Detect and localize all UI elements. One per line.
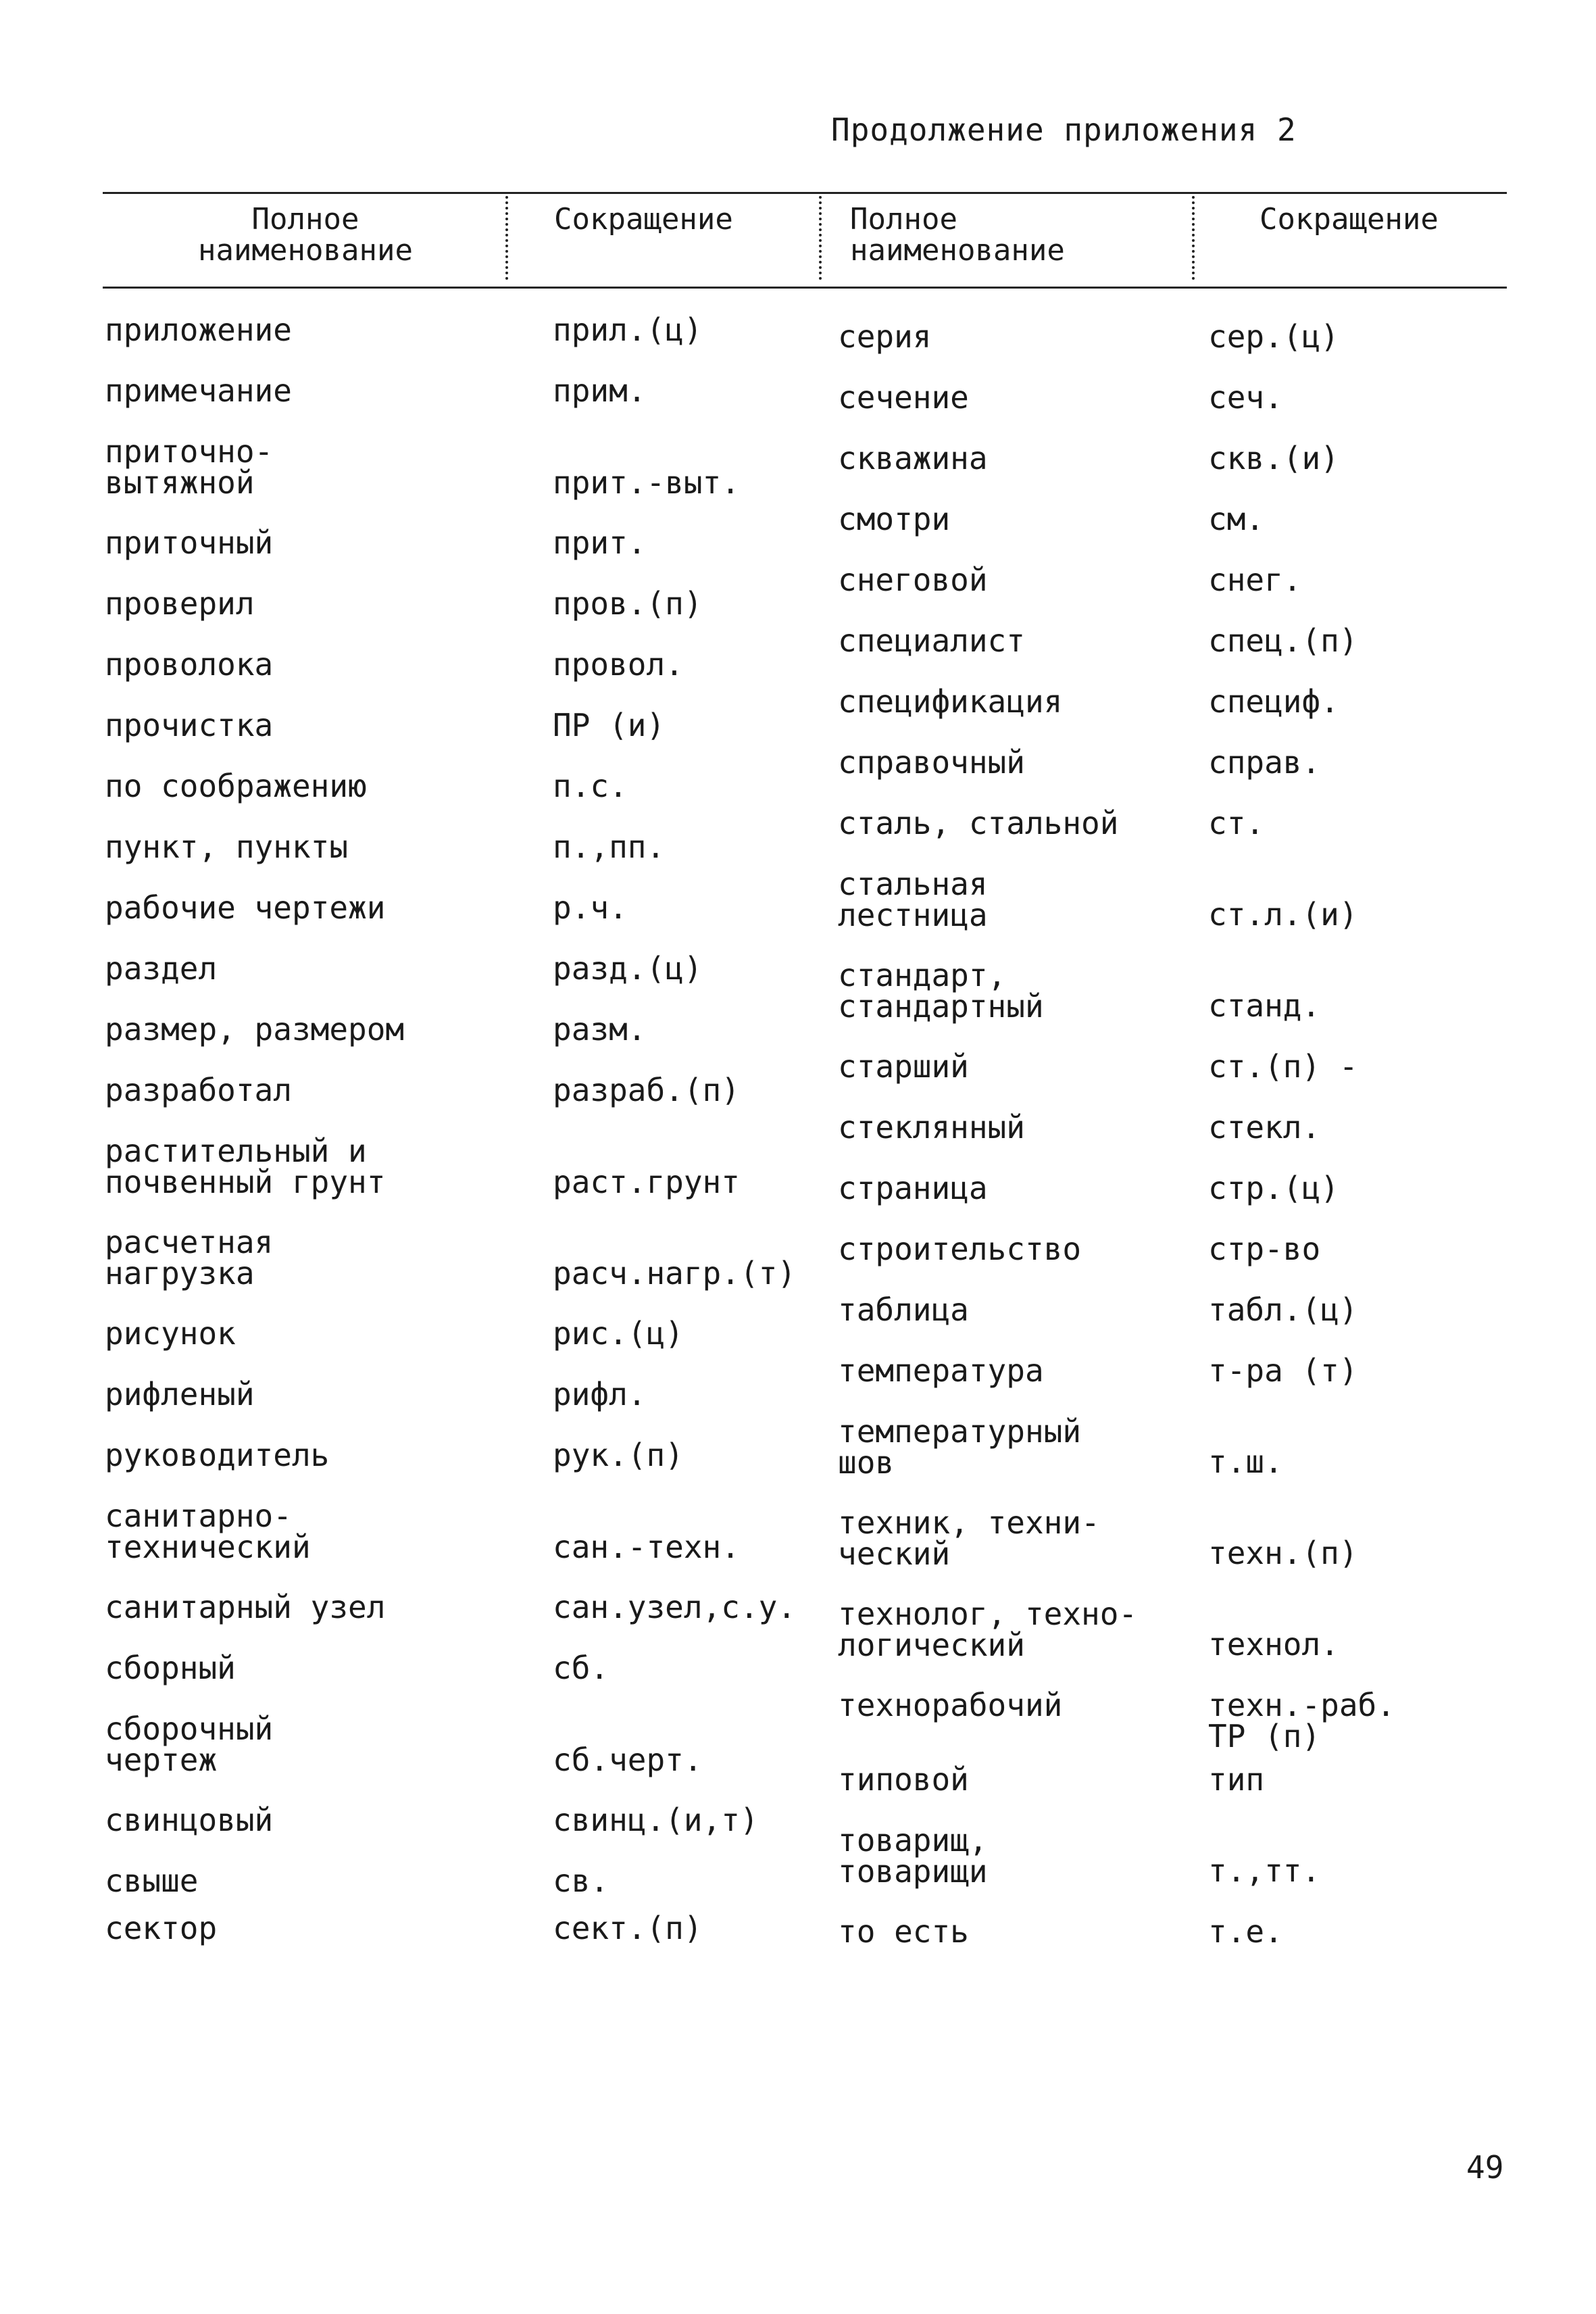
cell-line: техник, техни- <box>838 1504 1100 1541</box>
header-abbreviation-left: Сокращение <box>554 202 733 237</box>
abbreviation-cell <box>1208 1687 1395 1754</box>
cell-line: почвенный грунт <box>105 1164 386 1200</box>
cell-line: технорабочий <box>838 1687 1063 1723</box>
header-separator <box>505 196 508 280</box>
cell-line: сборный <box>105 1650 236 1686</box>
cell-line: ТР (п) <box>1208 1718 1321 1754</box>
cell-line: ст.(п) - <box>1208 1048 1358 1085</box>
header-full-name-left <box>103 204 508 266</box>
cell-line: стекл. <box>1208 1109 1321 1146</box>
abbreviation-cell: разм. <box>553 1011 647 1048</box>
cell-line: сеч. <box>1208 379 1283 416</box>
full-name-cell <box>838 1596 1138 1663</box>
full-name-cell <box>838 379 969 416</box>
abbreviation-cell <box>1208 683 1339 720</box>
abbreviation-cell <box>1208 503 1264 535</box>
full-name-cell <box>105 1804 273 1836</box>
cell-line: снеговой <box>838 562 988 598</box>
header-separator <box>1192 196 1195 280</box>
cell-line: смотри <box>838 501 951 537</box>
cell-line: шов <box>838 1444 895 1481</box>
full-name-cell <box>838 805 1119 841</box>
cell-line: приточный <box>105 524 274 561</box>
full-name-cell <box>105 829 349 865</box>
abbreviation-cell: сан.узел,с.у. <box>553 1589 797 1625</box>
abbreviation-cell: сан.-техн. <box>553 1529 740 1565</box>
page-number: 49 <box>1466 2149 1504 2186</box>
full-name-cell <box>838 562 988 598</box>
cell-line: спец.(п) <box>1208 622 1358 659</box>
full-name-cell <box>105 1650 236 1686</box>
abbreviation-cell <box>1208 1626 1339 1663</box>
cell-line: техн.(п) <box>1208 1535 1358 1571</box>
full-name-cell <box>838 868 988 931</box>
cell-line: специалист <box>838 622 1025 659</box>
header-abbreviation-right: Сокращение <box>1260 202 1439 237</box>
cell-line: ческий <box>838 1535 951 1572</box>
abbreviation-cell: прит.-выт. <box>553 464 740 501</box>
cell-line: проверил <box>105 585 255 622</box>
full-name-cell <box>105 1376 255 1412</box>
abbreviation-cell: п.,пп. <box>553 829 666 865</box>
full-name-cell <box>105 1710 274 1778</box>
full-name-cell <box>838 683 1063 720</box>
cell-line: примечание <box>105 372 292 409</box>
cell-line: техн.-раб. <box>1208 1687 1395 1723</box>
abbreviation-cell <box>1208 1352 1358 1389</box>
abbreviation-cell: расч.нагр.(т) <box>553 1255 797 1291</box>
full-name-cell <box>105 889 386 926</box>
full-name-cell <box>105 1439 329 1471</box>
cell-line: т-ра (т) <box>1208 1352 1358 1389</box>
full-name-cell <box>838 622 1025 659</box>
cell-line: технол. <box>1208 1626 1339 1663</box>
full-name-cell <box>105 1498 311 1565</box>
cell-line: строительство <box>838 1231 1082 1267</box>
cell-line: чертеж <box>105 1742 218 1778</box>
full-name-cell <box>105 1589 386 1625</box>
abbreviation-cell <box>1208 1170 1339 1206</box>
abbreviation-cell <box>1208 1913 1283 1950</box>
cell-line: т.,тт. <box>1208 1852 1321 1889</box>
cell-line: тип <box>1208 1761 1265 1798</box>
cell-line: сечение <box>838 379 969 416</box>
abbreviation-cell: сб.черт. <box>553 1742 703 1778</box>
table-top-rule <box>103 192 1507 194</box>
cell-line: растительный и <box>105 1133 367 1169</box>
abbreviation-cell: разд.(ц) <box>553 950 703 987</box>
abbreviation-cell: рук.(п) <box>553 1437 684 1473</box>
cell-line: сектор <box>105 1910 218 1946</box>
cell-line: стеклянный <box>838 1109 1025 1146</box>
full-name-cell <box>105 585 255 622</box>
cell-line: рисунок <box>105 1315 236 1352</box>
cell-line: скв.(и) <box>1208 440 1339 476</box>
cell-line: вытяжной <box>105 464 255 501</box>
page-heading: Продолжение приложения 2 <box>831 112 1297 148</box>
abbreviation-cell <box>1208 1291 1358 1328</box>
cell-line: санитарный узел <box>105 1589 386 1625</box>
cell-line: лестница <box>838 897 988 933</box>
cell-line: снег. <box>1208 562 1302 598</box>
header-full-name-right <box>850 204 1065 266</box>
cell-line: стандарт, <box>838 957 1007 993</box>
full-name-cell <box>838 1170 988 1206</box>
cell-line: специф. <box>1208 683 1339 720</box>
cell-line: разработал <box>105 1072 292 1108</box>
abbreviation-cell: прил.(ц) <box>553 312 703 348</box>
cell-line: расчетная <box>105 1224 274 1260</box>
cell-line: стр-во <box>1208 1231 1321 1267</box>
full-name-cell <box>838 1109 1025 1146</box>
full-name-cell <box>105 433 274 501</box>
full-name-cell <box>105 1863 199 1899</box>
abbreviation-cell: прим. <box>553 372 647 409</box>
cell-line: сборочный <box>105 1710 274 1747</box>
cell-line: по соображению <box>105 768 367 804</box>
cell-line: спецификация <box>838 683 1063 720</box>
cell-line: страница <box>838 1170 988 1206</box>
header-line: Полное <box>251 202 359 237</box>
abbreviation-cell: прит. <box>553 524 647 561</box>
abbreviation-cell: рифл. <box>553 1376 647 1412</box>
abbreviation-cell <box>1208 1537 1358 1569</box>
cell-line: справ. <box>1208 744 1321 781</box>
cell-line: нагрузка <box>105 1255 255 1291</box>
cell-line: температура <box>838 1352 1044 1389</box>
abbreviation-cell: р.ч. <box>553 889 628 926</box>
full-name-cell <box>838 957 1044 1025</box>
full-name-cell <box>105 312 292 348</box>
cell-line: т.е. <box>1208 1913 1283 1950</box>
abbreviation-cell: сект.(п) <box>553 1910 703 1946</box>
abbreviation-cell <box>1208 896 1358 933</box>
full-name-cell <box>838 1231 1082 1267</box>
abbreviation-cell <box>1208 379 1283 416</box>
header-separator <box>819 196 822 280</box>
abbreviation-cell <box>1208 744 1321 781</box>
cell-line: санитарно- <box>105 1498 292 1534</box>
cell-line: ст. <box>1208 805 1265 841</box>
cell-line: товарищ, <box>838 1822 988 1858</box>
cell-line: стандартный <box>838 988 1044 1025</box>
abbreviation-cell: разраб.(п) <box>553 1072 740 1108</box>
cell-line: типовой <box>838 1761 969 1798</box>
abbreviation-cell: ПР (и) <box>553 707 666 743</box>
cell-line: скважина <box>838 440 988 476</box>
abbreviation-cell <box>1208 1852 1321 1889</box>
cell-line: справочный <box>838 744 1025 781</box>
abbreviation-cell <box>1208 562 1302 598</box>
cell-line: рабочие чертежи <box>105 889 386 926</box>
abbreviation-cell: рис.(ц) <box>553 1315 684 1352</box>
cell-line: т.ш. <box>1208 1444 1283 1480</box>
abbreviation-cell <box>1208 1761 1265 1798</box>
cell-line: табл.(ц) <box>1208 1291 1358 1328</box>
cell-line: технический <box>105 1529 311 1565</box>
header-bottom-rule <box>103 287 1507 289</box>
header-line: наименование <box>198 233 413 268</box>
cell-line: раздел <box>105 950 218 987</box>
full-name-cell <box>838 1913 969 1950</box>
cell-line: см. <box>1208 501 1265 537</box>
full-name-cell <box>838 318 932 355</box>
cell-line: приложение <box>105 312 292 348</box>
cell-line: приточно- <box>105 433 274 470</box>
cell-line: прочистка <box>105 707 274 743</box>
cell-line: станд. <box>1208 987 1321 1024</box>
full-name-cell <box>105 770 367 802</box>
full-name-cell <box>838 1504 1100 1572</box>
abbreviation-cell: сб. <box>553 1650 609 1686</box>
full-name-cell <box>105 707 274 743</box>
header-line: наименование <box>850 233 1065 268</box>
full-name-cell <box>105 1011 405 1048</box>
full-name-cell <box>838 744 1025 781</box>
cell-line: старший <box>838 1048 969 1085</box>
cell-line: сер.(ц) <box>1208 318 1339 355</box>
cell-line: стр.(ц) <box>1208 1170 1339 1206</box>
cell-line: свинцовый <box>105 1802 274 1838</box>
full-name-cell <box>838 503 950 535</box>
abbreviation-cell <box>1208 318 1339 355</box>
full-name-cell <box>105 950 218 987</box>
abbreviation-cell: п.с. <box>553 768 628 804</box>
full-name-cell <box>838 1413 1082 1481</box>
abbreviation-cell: провол. <box>553 646 684 683</box>
cell-line: размер, размером <box>105 1011 405 1048</box>
full-name-cell <box>105 524 274 561</box>
abbreviation-cell <box>1208 1109 1321 1146</box>
abbreviation-cell <box>1208 987 1321 1024</box>
full-name-cell <box>105 1910 218 1946</box>
full-name-cell <box>838 1048 969 1085</box>
full-name-cell <box>105 1224 274 1291</box>
full-name-cell <box>838 1352 1044 1389</box>
cell-line: свыше <box>105 1863 199 1899</box>
cell-line: рифленый <box>105 1376 255 1412</box>
cell-line: технолог, техно- <box>838 1596 1138 1632</box>
abbreviation-cell <box>1208 1231 1321 1267</box>
full-name-cell <box>838 1822 988 1890</box>
cell-line: сталь, стальной <box>838 805 1119 841</box>
full-name-cell <box>105 1135 385 1198</box>
cell-line: логический <box>838 1627 1025 1663</box>
cell-line: температурный <box>838 1413 1082 1450</box>
full-name-cell <box>105 372 292 409</box>
abbreviation-cell: св. <box>553 1863 609 1899</box>
cell-line: ст.л.(и) <box>1208 896 1358 933</box>
abbreviation-cell <box>1208 805 1265 841</box>
cell-line: пункт, пункты <box>105 829 349 865</box>
cell-line: стальная <box>838 866 988 902</box>
abbreviation-cell <box>1208 440 1339 476</box>
full-name-cell <box>105 1072 292 1108</box>
cell-line: проволока <box>105 646 274 683</box>
full-name-cell <box>838 440 988 476</box>
full-name-cell <box>105 1315 236 1352</box>
full-name-cell <box>838 1291 969 1328</box>
abbreviation-cell: пров.(п) <box>553 585 703 622</box>
cell-line: таблица <box>838 1291 969 1328</box>
full-name-cell <box>105 646 274 683</box>
full-name-cell <box>838 1761 969 1798</box>
abbreviation-cell <box>1208 622 1358 659</box>
cell-line: то есть <box>838 1913 969 1950</box>
cell-line: руководитель <box>105 1437 330 1473</box>
full-name-cell <box>838 1687 1063 1723</box>
abbreviation-cell: раст.грунт <box>553 1164 740 1200</box>
abbreviation-cell <box>1208 1048 1358 1085</box>
cell-line: товарищи <box>838 1853 988 1890</box>
abbreviation-cell <box>1208 1444 1283 1480</box>
cell-line: серия <box>838 318 932 355</box>
abbreviation-cell: свинц.(и,т) <box>553 1802 759 1838</box>
header-line: Полное <box>850 202 957 237</box>
